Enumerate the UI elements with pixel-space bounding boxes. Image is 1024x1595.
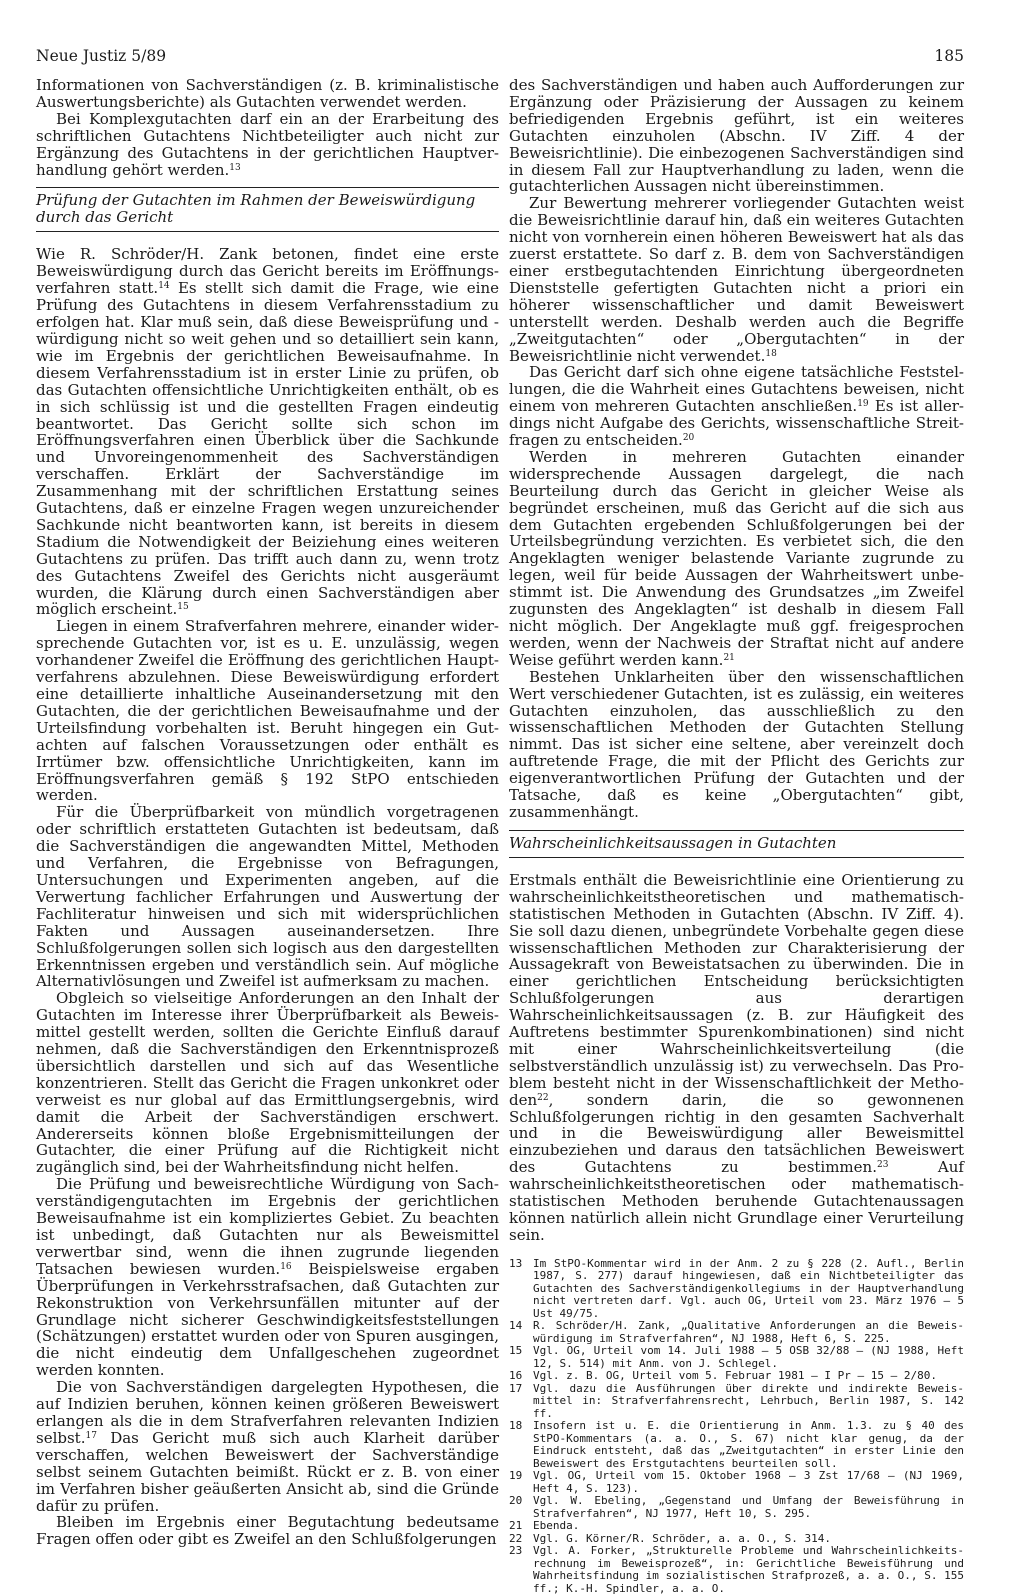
footnote bbox=[509, 1470, 964, 1495]
paragraph: Obgleich so vielseitige Anforderungen an den Inhalt der Gutachten im Interesse ihrer Überprüfbarkeit als Beweismittel gestellt werden, sollten die Gerichte Einfluß darauf nehmen, daß die Sachverständigen den Erkenntnisprozeß übersichtlich darstellen und sich auf das Wesentliche konzentrieren. Stellt das Gericht die Fragen unkonkret oder verweist es nur global auf das Ermittlungsergebnis, wird damit die Arbeit der Sachverständigen erschwert. Andererseits können bloße Ergebnismitteilungen der Gutachter, die einer Prüfung auf die Richtigkeit nicht zugänglich sind, bei der Wahrheitsfindung nicht helfen. bbox=[36, 989, 499, 1177]
footnote-number: 20 bbox=[509, 1494, 523, 1508]
footnote-number: 17 bbox=[509, 1381, 523, 1395]
section-heading-text: Prüfung der Gutachten im Rahmen der Beweiswürdigung durch das Gericht bbox=[36, 191, 476, 227]
paragraph: Die von Sachverständigen dargelegten Hypothesen, die auf Indizien beruhen, können keinen größeren Beweiswert erlangen als die in dem Strafverfahren relevanten Indizien selbst.$^{17}$ Das Gericht muß sich auch Klarheit darüber verschaffen, welchen Beweiswert der Sachverständige selbst seinem Gutachten beimißt. Rückt er z. B. von einer im Verfahren bisher geäußerten Ansicht ab, sind die Gründe dafür zu prüfen. bbox=[36, 1378, 499, 1515]
footnote bbox=[509, 1370, 964, 1383]
footnote-text: Vgl. dazu die Ausführungen über direkte und indirekte Beweismittel in: Strafverfahrensrecht, Lehrbuch, Berlin 1987, S. 142 ff. bbox=[533, 1381, 964, 1420]
footnote-number: 13 bbox=[509, 1256, 523, 1270]
footnote-ref[interactable]: 15 bbox=[177, 602, 189, 613]
footnote-text: Vgl. G. Körner/R. Schröder, a. a. O., S. 314. bbox=[533, 1531, 832, 1545]
footnote-text: Insofern ist u. E. die Orientierung in Anm. 1.3. zu § 40 des StPO-Kommentars (a. a. O., S. 67) nicht klar genug, da der Eindruck entsteht, daß das „Zweitgutachten“ in erster Linie den Beweiswert des Erstgutachtens beurteilen soll. bbox=[533, 1419, 964, 1470]
footnote-number: 18 bbox=[509, 1419, 523, 1433]
left-column bbox=[36, 77, 499, 1548]
journal-issue: Neue Justiz 5/89 bbox=[36, 47, 167, 65]
footnote bbox=[509, 1383, 964, 1421]
footnote bbox=[509, 1533, 964, 1546]
footnote bbox=[509, 1420, 964, 1470]
footnotes bbox=[509, 1258, 964, 1595]
paragraph: Das Gericht darf sich ohne eigene tatsächliche Feststellungen, die die Wahrheit eines Gutachtens beweisen, nicht einem von mehreren Gutachten anschließen.$^{19}$ Es ist allerdings nicht Aufgabe des Gerichts, wissenschaftliche Streitfragen zu entscheiden.$^{20}$ bbox=[509, 363, 964, 450]
footnote-text: Vgl. OG, Urteil vom 15. Oktober 1968 – 3 Zst 17/68 – (NJ 1969, Heft 4, S. 123). bbox=[533, 1469, 964, 1495]
footnote-number: 19 bbox=[509, 1469, 523, 1483]
footnote-number: 14 bbox=[509, 1319, 523, 1333]
section-heading-text: Wahrscheinlichkeitsaussagen in Gutachten bbox=[509, 833, 837, 852]
footnote bbox=[509, 1258, 964, 1321]
paragraph: des Sachverständigen und haben auch Aufforderungen zur Ergänzung oder Präzisierung der Aussagen zu keinem befriedigenden Ergebnis geführt, ist ein weiteres Gutachten einzuholen (Abschn. IV Ziff. 4 der Beweisrichtlinie). Die einbezogenen Sachverständigen sind in diesem Fall zur Hauptverhandlung zu laden, wenn die gutachterlichen Aussagen nicht übereinstimmen. bbox=[509, 76, 964, 196]
section-heading bbox=[509, 830, 964, 858]
footnote bbox=[509, 1345, 964, 1370]
footnote-ref[interactable]: 17 bbox=[85, 1430, 97, 1441]
footnote-ref[interactable]: 22 bbox=[537, 1092, 549, 1103]
footnote-text: Vgl. OG, Urteil vom 14. Juli 1988 – 5 OSB 32/88 – (NJ 1988, Heft 12, S. 514) mit Anm. von J. Schlegel. bbox=[533, 1344, 964, 1370]
paragraph: Wie R. Schröder/H. Zank betonen, findet eine erste Beweiswürdigung durch das Gericht bereits im Eröffnungsverfahren statt.$^{14}$ Es stellt sich damit die Frage, wie eine Prüfung des Gutachtens in diesem Verfahrensstadium zu erfolgen hat. Klar muß sein, daß diese Beweisprüfung und -würdigung nicht so weit gehen und so detailliert sein kann, wie im Ergebnis der gerichtlichen Beweisaufnahme. In diesem Verfahrensstadium ist in erster Linie zu prüfen, ob das Gutachten offensichtliche Unrichtigkeiten enthält, ob es in sich schlüssig ist und die gestellten Fragen eindeutig beantwortet. Das Gericht sollte sich schon im Eröffnungsverfahren einen Überblick über die Sachkunde und Unvoreingenommenheit des Sachverständigen verschaffen. Erklärt der Sachverständige im Zusammenhang mit der schriftlichen Erstattung seines Gutachtens, daß er einzelne Fragen wegen unzureichender Sachkunde nicht beantworten kann, ist bereits in diesem Stadium die Notwendigkeit der Beiziehung eines weiteren Gutachtens zu prüfen. Das trifft auch dann zu, wenn trotz des Gutachtens Zweifel des Gerichts nicht ausgeräumt wurden, die Klärung durch einen Sachverständigen aber möglich erscheint.$^{15}$ bbox=[36, 245, 499, 619]
paragraph: Erstmals enthält die Beweisrichtlinie eine Orientierung zu wahrscheinlichkeitstheoretischen und mathematisch-statistischen Methoden in Gutachten (Abschn. IV Ziff. 4). Sie soll dazu dienen, unbegründete Vorbehalte gegen diese wissenschaftlichen Methoden zur Charakterisierung der Aussagekraft von Beweistatsachen zu überwinden. Die in einer gerichtlichen Entscheidung berücksichtigten Schlußfolgerungen aus derartigen Wahrscheinlichkeitsaussagen (z. B. zur Häufigkeit des Auftretens bestimmter Spurenkombinationen) sind nicht mit einer Wahrscheinlichkeitsverteilung (die selbstverständlich unzulässig ist) zu verwechseln. Das Problem besteht nicht in der Wissenschaftlichkeit der Methoden$^{22}$, sondern darin, die so gewonnenen Schlußfolgerungen richtig in den gesamten Sachverhalt und in die Beweiswürdigung aller Beweismittel einzubeziehen und daraus den tatsächlichen Beweiswert des Gutachtens zu bestimmen.$^{23}$ Auf wahrscheinlichkeitstheoretischen oder mathematisch-statistischen Methoden beruhende Gutachtenaussagen können natürlich allein nicht Grundlage einer Verurteilung sein. bbox=[509, 870, 964, 1244]
paragraph: Die Prüfung und beweisrechtliche Würdigung von Sachverständigengutachten im Ergebnis der gerichtlichen Beweisaufnahme ist ein kompliziertes Gebiet. Zu beachten ist unbedingt, daß Gutachten nur als Beweismittel verwertbar sind, wenn die ihnen zugrunde liegenden Tatsachen bewiesen wurden.$^{16}$ Beispielsweise ergaben Überprüfungen in Verkehrsstrafsachen, daß Gutachten zur Rekonstruktion von Verkehrsunfällen mitunter auf der Grundlage nicht sicherer Geschwindigkeitsfeststellungen (Schätzungen) erstattet wurden oder von Spuren ausgingen, die nicht eindeutig dem Unfallgeschehen zugeordnet werden konnten. bbox=[36, 1175, 499, 1380]
paragraph: Werden in mehreren Gutachten einander widersprechende Aussagen dargelegt, die nach Beurteilung durch das Gericht in gleicher Weise als begründet erscheinen, muß das Gericht auf die sich aus dem Gutachten ergebenden Schlußfolgerungen bei der Urteilsbegründung verzichten. Es verbietet sich, die den Angeklagten weniger belastende Variante zugrunde zu legen, weil für beide Aussagen der Wahrheitswert unbestimmt ist. Die Anwendung des Grundsatzes „im Zweifel zugunsten des Angeklagten“ ist deshalb in diesem Fall nicht möglich. Der Angeklagte muß ggf. freigesprochen werden, wenn der Nachweis der Straftat nicht auf andere Weise geführt werden kann.$^{21}$ bbox=[509, 447, 964, 669]
footnote bbox=[509, 1320, 964, 1345]
paragraph: Für die Überprüfbarkeit von mündlich vorgetragenen oder schriftlich erstatteten Gutachten ist bedeutsam, daß die Sachverständigen die angewandten Mittel, Methoden und Verfahren, die Ergebnisse von Befragungen, Untersuchungen und Experimenten angeben, auf die Verwertung fachlicher Erfahrungen und Auswertung der Fachliteratur hinweisen und sich mit widersprüchlichen Fakten und Aussagen auseinandersetzen. Ihre Schlußfolgerungen sollen sich logisch aus den dargestellten Erkenntnissen ergeben und verständlich sein. Auf mögliche Alternativlösungen und Zweifel ist aufmerksam zu machen. bbox=[36, 803, 499, 991]
footnote-number: 22 bbox=[509, 1531, 523, 1545]
footnote-text: R. Schröder/H. Zank, „Qualitative Anforderungen an die Beweiswürdigung im Strafverfahren“, NJ 1988, Heft 6, S. 225. bbox=[533, 1319, 964, 1345]
paragraph: Liegen in einem Strafverfahren mehrere, einander widersprechende Gutachten vor, ist es u. E. unzulässig, wegen vorhandener Zweifel die Eröffnung des gerichtlichen Hauptverfahrens abzulehnen. Diese Beweiswürdigung erfordert eine detaillierte inhaltliche Auseinandersetzung mit den Gutachten, die der gerichtlichen Beweisaufnahme und der Urteilsfindung vorbehalten ist. Beruht hingegen ein Gutachten auf falschen Voraussetzungen oder enthält es Irrtümer bzw. offensichtliche Unrichtigkeiten, kann im Eröffnungsverfahren gemäß § 192 StPO entschieden werden. bbox=[36, 617, 499, 805]
footnote bbox=[509, 1520, 964, 1533]
page-header bbox=[36, 47, 964, 67]
footnote-ref[interactable]: 19 bbox=[857, 399, 869, 410]
footnote-text: Vgl. A. Forker, „Strukturelle Probleme und Wahrscheinlichkeitsrechnung im Beweisprozeß“, in: Gerichtliche Beweisführung und Wahrheitsfindung im sozialistischen Strafprozeß, a. a. O., S. 155 ff.; K.-H. Spindler, a. a. O. bbox=[533, 1544, 964, 1595]
footnote-ref[interactable]: 14 bbox=[158, 281, 170, 292]
footnote-ref[interactable]: 13 bbox=[229, 162, 241, 173]
paragraph: Bei Komplexgutachten darf ein an der Erarbeitung des schriftlichen Gutachtens Nichtbeteiligter auch nicht zur Ergänzung des Gutachtens in der gerichtlichen Hauptverhandlung gehört werden.$^{13}$ bbox=[36, 109, 499, 179]
footnote-ref[interactable]: 18 bbox=[765, 348, 777, 359]
footnote-ref[interactable]: 21 bbox=[723, 652, 735, 663]
right-column bbox=[509, 77, 964, 1595]
paragraph: Bestehen Unklarheiten über den wissenschaftlichen Wert verschiedener Gutachten, ist es zulässig, ein weiteres Gutachten einzuholen, das ausschließlich zu den wissenschaftlichen Methoden der Gutachten Stellung nimmt. Das ist sicher eine seltene, aber vereinzelt doch auftretende Frage, die mit der Pflicht des Gerichts zur eigenverantwortlichen Prüfung der Gutachten und der Tatsache, daß es keine „Obergutachten“ gibt, zusammenhängt. bbox=[509, 667, 964, 821]
footnote-text: Ebenda. bbox=[533, 1519, 580, 1533]
footnote bbox=[509, 1495, 964, 1520]
footnote-number: 15 bbox=[509, 1344, 523, 1358]
paragraph: Bleiben im Ergebnis einer Begutachtung bedeutsame Fragen offen oder gibt es Zweifel an den Schlußfolgerungen bbox=[36, 1513, 499, 1549]
footnote-ref[interactable]: 23 bbox=[876, 1160, 889, 1171]
footnote-ref[interactable]: 16 bbox=[280, 1261, 292, 1272]
section-heading bbox=[36, 187, 499, 232]
paragraph: Informationen von Sachverständigen (z. B. kriminalistische Auswertungsberichte) als Gutachten verwendet werden. bbox=[36, 76, 499, 111]
footnote-number: 23 bbox=[509, 1544, 523, 1558]
footnote bbox=[509, 1545, 964, 1595]
footnote-number: 21 bbox=[509, 1519, 523, 1533]
page-number: 185 bbox=[934, 47, 964, 65]
footnote-text: Vgl. W. Ebeling, „Gegenstand und Umfang der Beweisführung in Strafverfahren“, NJ 1977, Heft 10, S. 295. bbox=[533, 1494, 964, 1520]
footnote-number: 16 bbox=[509, 1369, 523, 1383]
footnote-text: Vgl. z. B. OG, Urteil vom 5. Februar 1981 – I Pr – 15 – 2/80. bbox=[533, 1369, 937, 1383]
footnote-text: Im StPO-Kommentar wird in der Anm. 2 zu § 228 (2. Aufl., Berlin 1987, S. 277) darauf hingewiesen, daß ein Nichtbeteiligter das Gutachten des Sachverständigenkollegiums in der Hauptverhandlung nicht vertreten darf. Vgl. auch OG, Urteil vom 23. März 1976 – 5 Ust 49/75. bbox=[533, 1256, 964, 1320]
footnote-ref[interactable]: 20 bbox=[682, 433, 695, 444]
paragraph: Zur Bewertung mehrerer vorliegender Gutachten weist die Beweisrichtlinie darauf hin, daß ein weiteres Gutachten nicht von vornherein einen höheren Beweiswert hat als das zuerst erstattete. So darf z. B. dem von Sachverständigen einer erstbegutachtenden Einrichtung übergeordneten Dienststelle gefertigten Gutachten nicht a priori ein höherer wissenschaftlicher und damit Beweiswert unterstellt werden. Deshalb werden auch die Begriffe „Zweitgutachten“ oder „Obergutachten“ in der Beweisrichtlinie nicht verwendet.$^{18}$ bbox=[509, 194, 964, 365]
